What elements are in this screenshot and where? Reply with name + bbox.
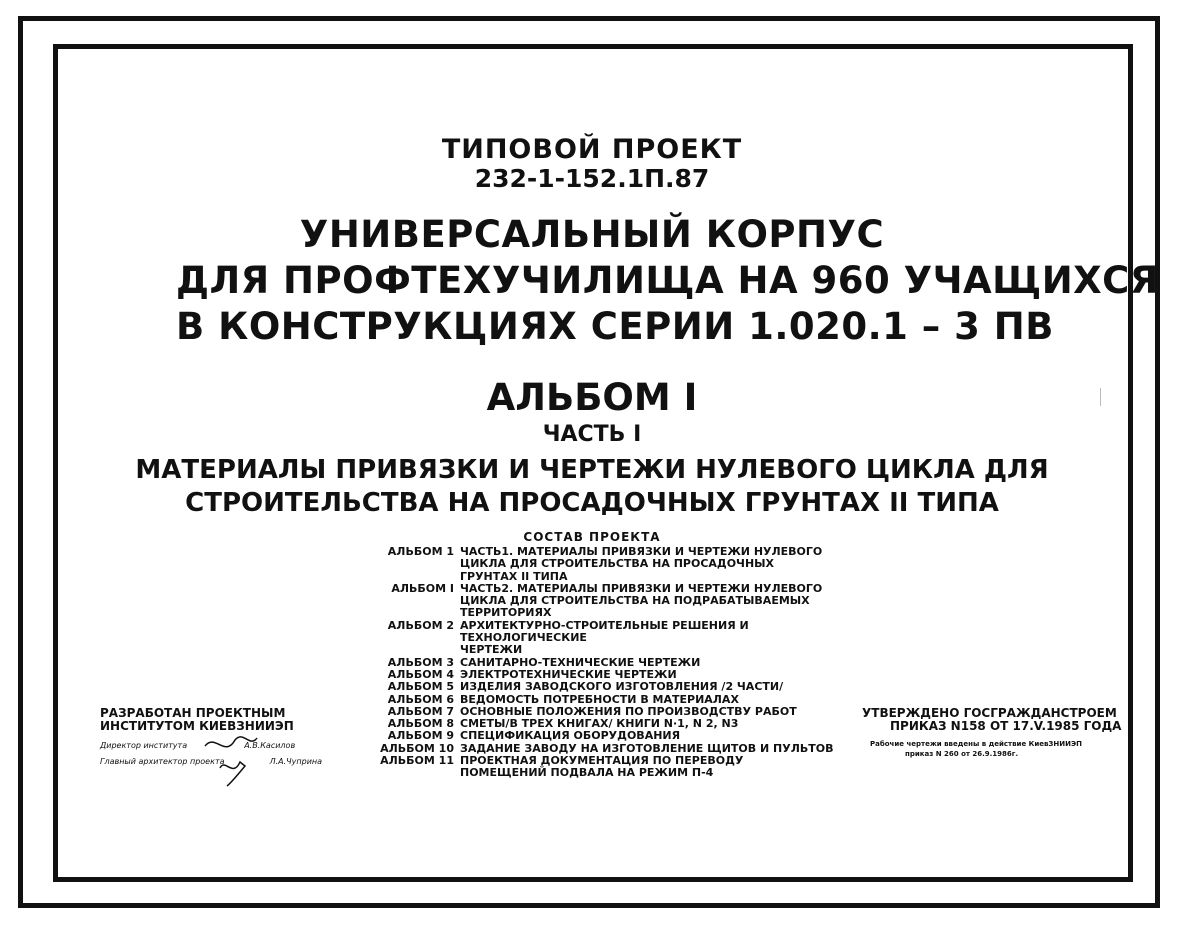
album-content: ВЕДОМОСТЬ ПОТРЕБНОСТИ В МАТЕРИАЛАХ [460,692,739,706]
title-line-1: УНИВЕРСАЛЬНЫЙ КОРПУС [299,213,885,256]
developer-line-2: ИНСТИТУТОМ КИЕВЗНИИЭП [100,719,294,733]
album-number [372,558,460,570]
composition-list [372,546,860,780]
album-number: АЛЬБОМ 4 [387,667,454,681]
album-content: ЧЕРТЕЖИ [460,643,523,657]
album-number [372,595,460,607]
album-content: ГРУНТАХ II ТИПА [460,569,568,583]
album-number: АЛЬБОМ 2 [387,618,454,632]
project-type: ТИПОВОЙ ПРОЕКТ [441,134,743,165]
album-number: АЛЬБОМ 5 [387,680,454,694]
composition-row [372,730,860,742]
album-description-1: МАТЕРИАЛЫ ПРИВЯЗКИ И ЧЕРТЕЖИ НУЛЕВОГО ЦИКЛА ДЛЯ [135,455,1049,485]
album-number: АЛЬБОМ 8 [387,717,454,731]
album-part: ЧАСТЬ I [542,422,642,447]
album-number: АЛЬБОМ 9 [387,729,454,743]
album-number: АЛЬБОМ I [391,581,454,595]
composition-row [372,607,860,619]
album-number [372,607,460,619]
album-content: ЧАСТЬ1. МАТЕРИАЛЫ ПРИВЯЗКИ И ЧЕРТЕЖИ НУЛЕВОГО [460,545,823,558]
project-number: 232-1-152.1П.87 [474,164,710,193]
album-number [372,767,460,779]
album-content: ЧАСТЬ2. МАТЕРИАЛЫ ПРИВЯЗКИ И ЧЕРТЕЖИ НУЛЕВОГО [460,581,823,595]
album-content: ЗАДАНИЕ ЗАВОДУ НА ИЗГОТОВЛЕНИЕ ЩИТОВ И ПУЛЬТОВ [460,741,834,755]
album-content: ТЕРРИТОРИЯХ [460,606,552,620]
album-title: АЛЬБОМ I [486,376,698,419]
composition-row [372,767,860,779]
composition-row [372,694,860,706]
album-number: АЛЬБОМ 7 [387,704,454,718]
director-title: Директор института [100,741,188,750]
title-line-3: В КОНСТРУКЦИЯХ СЕРИИ 1.020.1 – 3 ПВ [176,305,1054,348]
composition-row [372,620,860,645]
composition-row [372,644,860,656]
title-line-2: ДЛЯ ПРОФТЕХУЧИЛИЩА НА 960 УЧАЩИХСЯ [176,259,1159,302]
composition-row [372,595,860,607]
album-number: АЛЬБОМ 11 [380,754,454,768]
architect-name: Л.А.Чуприна [269,757,323,766]
album-number: АЛЬБОМ 1 [387,545,454,558]
album-content: СПЕЦИФИКАЦИЯ ОБОРУДОВАНИЯ [460,729,681,743]
album-number [372,644,460,656]
album-content: ПОМЕЩЕНИЙ ПОДВАЛА НА РЕЖИМ П-4 [460,766,714,780]
album-content: СМЕТЫ/В ТРЕХ КНИГАХ/ КНИГИ N·1, N 2, N3 [460,717,739,731]
approval-note-1: Рабочие чертежи введены в действие КиевЗНИИЭП [870,740,1082,748]
album-content: ЦИКЛА ДЛЯ СТРОИТЕЛЬСТВА НА ПОДРАБАТЫВАЕМЫХ [460,594,810,608]
approval-line-1: УТВЕРЖДЕНО ГОСГРАЖДАНСТРОЕМ [862,706,1117,720]
album-content: ЭЛЕКТРОТЕХНИЧЕСКИЕ ЧЕРТЕЖИ [460,667,677,681]
handwritten-signatures [195,728,275,788]
album-description-2: СТРОИТЕЛЬСТВА НА ПРОСАДОЧНЫХ ГРУНТАХ II ТИПА [185,488,999,518]
approval-note-2: приказ N 260 от 26.9.1986г. [905,750,1019,758]
album-content: ЦИКЛА ДЛЯ СТРОИТЕЛЬСТВА НА ПРОСАДОЧНЫХ [460,557,775,571]
composition-row [372,558,860,570]
album-content: АРХИТЕКТУРНО-СТРОИТЕЛЬНЫЕ РЕШЕНИЯ И ТЕХНОЛОГИЧЕСКИЕ [460,618,749,645]
album-content: ИЗДЕЛИЯ ЗАВОДСКОГО ИЗГОТОВЛЕНИЯ /2 ЧАСТИ/ [460,680,784,694]
album-number: АЛЬБОМ 10 [380,741,454,755]
album-content: ОСНОВНЫЕ ПОЛОЖЕНИЯ ПО ПРОИЗВОДСТВУ РАБОТ [460,704,797,718]
approval-block [862,707,1121,733]
developer-line-1: РАЗРАБОТАН ПРОЕКТНЫМ [100,706,286,720]
album-content: ПРОЕКТНАЯ ДОКУМЕНТАЦИЯ ПО ПЕРЕВОДУ [460,754,744,768]
album-number: АЛЬБОМ 3 [387,655,454,669]
composition-row [372,681,860,693]
director-name: А.В.Касилов [244,741,296,750]
composition-heading: СОСТАВ ПРОЕКТА [523,530,661,544]
architect-title: Главный архитектор проекта [100,757,225,766]
album-content: САНИТАРНО-ТЕХНИЧЕСКИЕ ЧЕРТЕЖИ [460,655,701,669]
album-number: АЛЬБОМ 6 [387,692,454,706]
approval-line-2: ПРИКАЗ N158 ОТ 17.V.1985 ГОДА [890,719,1122,733]
